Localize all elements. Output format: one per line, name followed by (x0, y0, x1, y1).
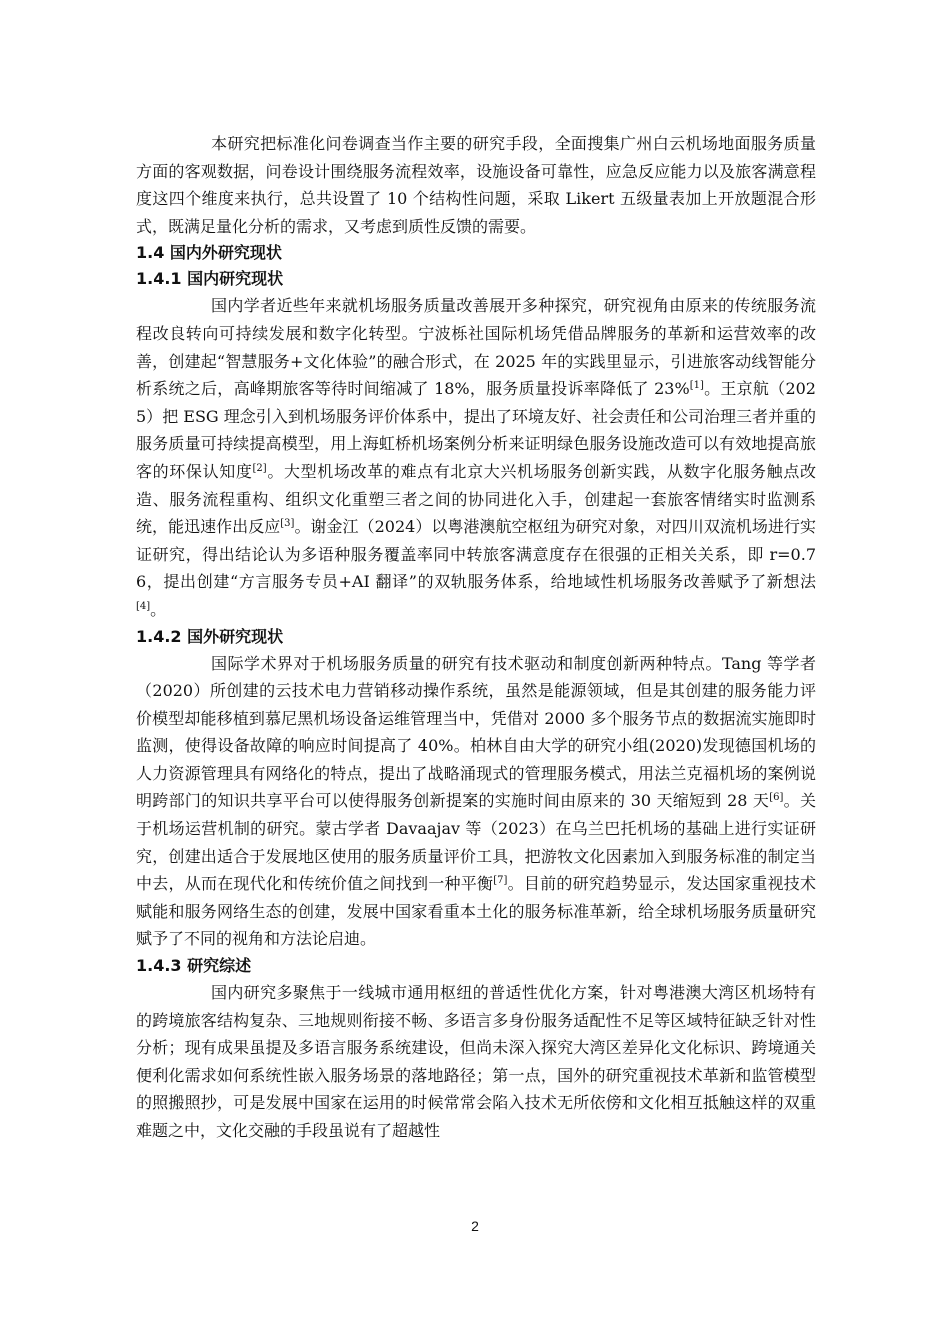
citation-4: [4] (136, 600, 151, 612)
citation-2: [2] (252, 462, 267, 474)
section-heading-1-4-3: 1.4.3 研究综述 (136, 956, 252, 976)
section-heading-1-4: 1.4 国内外研究现状 (136, 243, 282, 263)
citation-3: [3] (280, 518, 295, 530)
foreign-text-3: 。目前的研究趋势显示，发达国家重视技术赋能和服务网络生态的创建，发展中国家看重本土化的服务标准革新，给全球机场服务质量研究赋予了不同的视角和方法论启迪。 (136, 874, 816, 949)
domestic-text-2: 。王京航（2025）把 ESG 理念引入到机场服务评价体系中，提出了环境友好、社会责任和公司治理三者并重的服务质量可持续提高模型，用上海虹桥机场案例分析来证明绿色服务设施改造可以有效地提高旅客的环保认知度 (136, 379, 816, 481)
page-number: 2 (471, 1218, 479, 1234)
review-paragraph: 国内研究多聚焦于一线城市通用枢纽的普适性优化方案，针对粤港澳大湾区机场特有的跨境旅客结构复杂、三地规则衔接不畅、多语言多身份服务适配性不足等区域特征缺乏针对性分析；现有成果虽提及多语言服务系统建设，但尚未深入探究大湾区差异化文化标识、跨境通关便利化需求如何系统性嵌入服务场景的落地路径；第一点，国外的研究重视技术革新和监管模型的照搬照抄，可是发展中国家在运用的时候常常会陷入技术无所依傍和文化相互抵触这样的双重难题之中，文化交融的手段虽说有了超越性 (136, 983, 816, 1140)
intro-paragraph: 本研究把标准化问卷调查当作主要的研究手段，全面搜集广州白云机场地面服务质量方面的客观数据，问卷设计围绕服务流程效率，设施设备可靠性，应急反应能力以及旅客满意程度这四个维度来执行，总共设置了 10 个结构性问题，采取 Likert 五级量表加上开放题混合形式，既满足量化分析的需求，又考虑到质性反馈的需要。 (136, 134, 816, 236)
domestic-text-4: 。谢金江（2024）以粤港澳航空枢纽为研究对象，对四川双流机场进行实证研究，得出结论认为多语种服务覆盖率同中转旅客满意度存在很强的正相关关系，即 r=0.76，提出创建“方言服务专员+AI 翻译”的双轨服务体系，给地域性机场服务改善赋予了新想法 (136, 517, 816, 592)
page-body (136, 130, 816, 1145)
domestic-research-paragraph (136, 292, 816, 623)
section-heading-1-4-1: 1.4.1 国内研究现状 (136, 269, 284, 289)
section-heading-1-4-2: 1.4.2 国外研究现状 (136, 626, 284, 646)
domestic-text-1: 国内学者近些年来就机场服务质量改善展开多种探究，研究视角由原来的传统服务流程改良转向可持续发展和数字化转型。宁波栎社国际机场凭借品牌服务的革新和运营效率的改善，创建起“智慧服务+文化体验”的融合形式，在 2025 年的实践里显示，引进旅客动线智能分析系统之后，高峰期旅客等待时间缩减了 18%，服务质量投诉率降低了 23% (136, 296, 816, 399)
foreign-text-2: 。关于机场运营机制的研究。蒙古学者 Davaajav 等（2023）在乌兰巴托机场的基础上进行实证研究，创建出适合于发展地区使用的服务质量评价工具，把游牧文化因素加入到服务标准的制定当中去，从而在现代化和传统价值之间找到一种平衡 (136, 791, 816, 894)
foreign-research-paragraph (136, 650, 816, 954)
citation-7: [7] (493, 875, 508, 887)
domestic-text-5: 。 (150, 599, 167, 619)
citation-6: [6] (769, 792, 784, 804)
domestic-text-3: 。大型机场改革的难点有北京大兴机场服务创新实践，从数字化服务触点改造、服务流程重构、组织文化重塑三者之间的协同进化入手，创建起一套旅客情绪实时监测系统，能迅速作出反应 (136, 461, 816, 537)
foreign-text-1: 国际学术界对于机场服务质量的研究有技术驱动和制度创新两种特点。Tang 等学者（2020）所创建的云技术电力营销移动操作系统，虽然是能源领域，但是其创建的服务能力评价模型却能移植到慕尼黑机场设备运维管理当中，凭借对 2000 多个服务节点的数据流实施即时监测，使得设备故障的响应时间提高了 40%。柏林自由大学的研究小组(2020)发现德国机场的人力资源管理具有网络化的特点，提出了战略涌现式的管理服务模式，用法兰克福机场的案例说明跨部门的知识共享平台可以使得服务创新提案的实施时间由原来的 30 天缩短到 28 天 (136, 653, 816, 811)
citation-1: [1] (689, 380, 704, 392)
